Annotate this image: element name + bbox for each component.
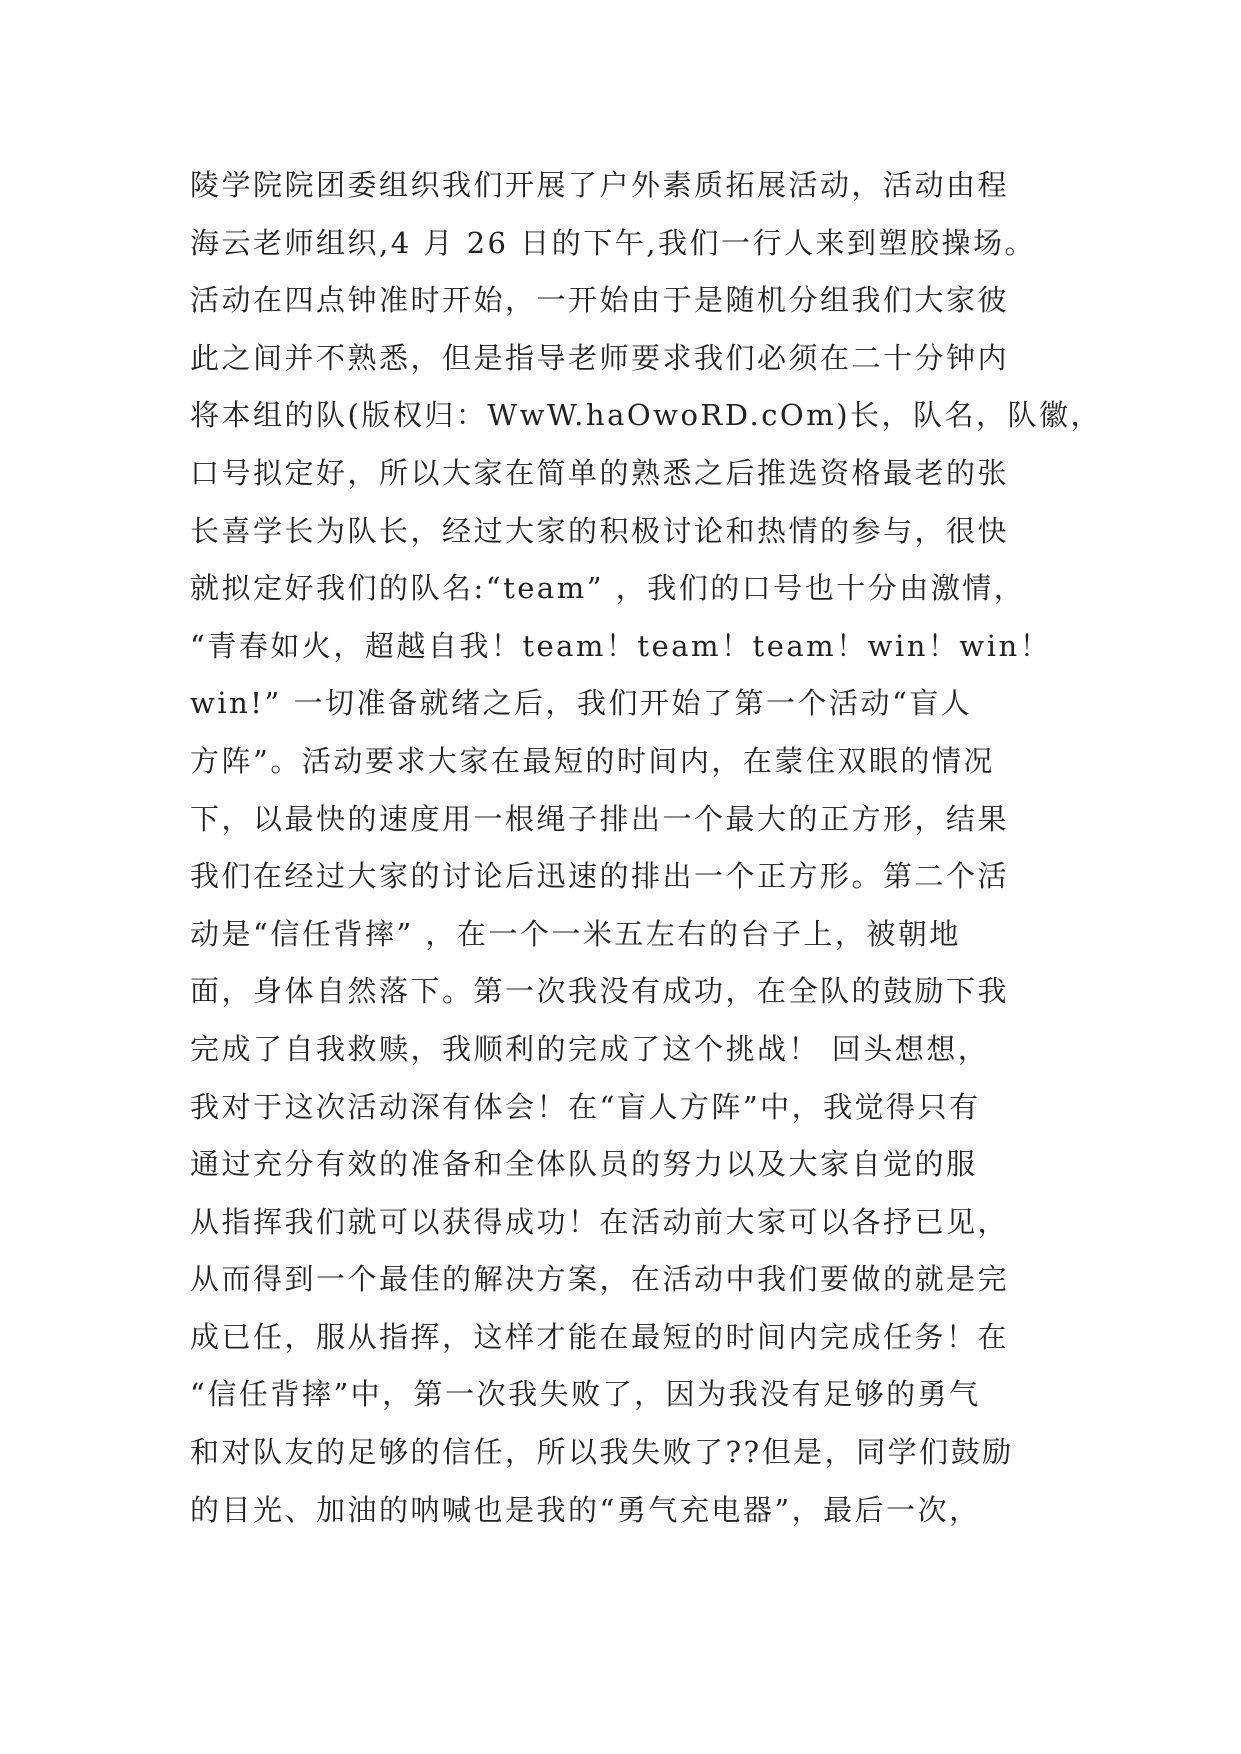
- text-line: 成已任，服从指挥，这样才能在最短的时间内完成任务！在: [190, 1319, 1010, 1354]
- text-line: “信任背摔”中，第一次我失败了，因为我没有足够的勇气: [190, 1377, 981, 1412]
- text-line: 和对队友的足够的信任，所以我失败了??但是，同学们鼓励: [190, 1435, 1014, 1470]
- text-line: win!” 一切准备就绪之后，我们开始了第一个活动“盲人: [190, 686, 973, 721]
- text-line: “青春如火，超越自我！team！team！team！win！win！: [190, 628, 1052, 663]
- text-line: 海云老师组织,4 月 26 日的下午,我们一行人来到塑胶操场。: [190, 225, 1036, 260]
- text-line: 通过充分有效的准备和全体队员的努力以及大家自觉的服: [190, 1147, 978, 1182]
- text-line: 我对于这次活动深有体会！在“盲人方阵”中，我觉得只有: [190, 1089, 981, 1124]
- text-line: 长喜学长为队长，经过大家的积极讨论和热情的参与，很快: [190, 513, 1010, 548]
- text-line: 我们在经过大家的讨论后迅速的排出一个正方形。第二个活: [190, 859, 1010, 894]
- text-line: 方阵”。活动要求大家在最短的时间内，在蒙住双眼的情况: [190, 743, 995, 778]
- text-line: 将本组的队(版权归：WwW.haOwoRD.cOm)长，队名，队徽，: [190, 398, 1103, 433]
- text-line: 从而得到一个最佳的解决方案，在活动中我们要做的就是完: [190, 1262, 1010, 1297]
- text-line: 下，以最快的速度用一根绳子排出一个最大的正方形，结果: [190, 801, 1010, 836]
- text-line: 就拟定好我们的队名:“team” ，我们的口号也十分由激情，: [190, 571, 1026, 606]
- text-line: 此之间并不熟悉，但是指导老师要求我们必须在二十分钟内: [190, 340, 1010, 375]
- text-line: 从指挥我们就可以获得成功！在活动前大家可以各抒已见，: [190, 1204, 1010, 1239]
- text-line: 陵学院院团委组织我们开展了户外素质拓展活动，活动由程: [190, 168, 1010, 202]
- text-line: 完成了自我救赎，我顺利的完成了这个挑战！ 回头想想，: [190, 1031, 990, 1066]
- text-line: 的目光、加油的呐喊也是我的“勇气充电器”，最后一次，: [190, 1492, 981, 1527]
- body-text: [190, 157, 1103, 1539]
- text-line: 活动在四点钟准时开始，一开始由于是随机分组我们大家彼: [190, 283, 1010, 318]
- text-line: 动是“信任背摔” ，在一个一米五左右的台子上，被朝地: [190, 916, 961, 951]
- text-line: 口号拟定好，所以大家在简单的熟悉之后推选资格最老的张: [190, 455, 1010, 490]
- text-line: 面，身体自然落下。第一次我没有成功，在全队的鼓励下我: [190, 974, 1010, 1009]
